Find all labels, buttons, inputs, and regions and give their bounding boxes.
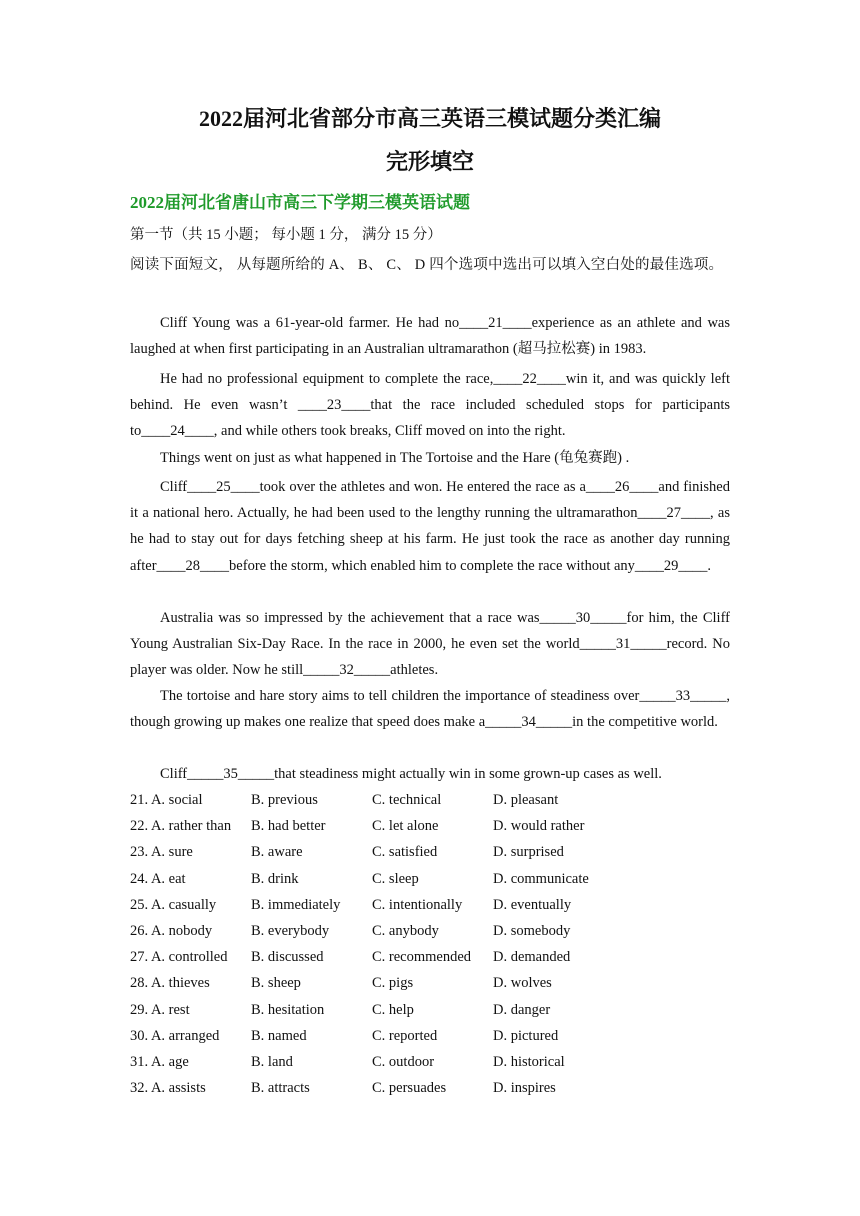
passage-paragraph-6: The tortoise and hare story aims to tell children the importance of steadiness over_____33_____, though growing up makes one realize that speed does make a_____34_____in the competitive world.: [130, 688, 730, 731]
option-row-23: [130, 839, 730, 865]
option-c: C. reported: [372, 1027, 438, 1044]
option-c: C. help: [372, 1001, 414, 1018]
option-b: B. everybody: [251, 922, 330, 939]
option-d: D. somebody: [493, 922, 571, 939]
option-c: C. sleep: [372, 870, 419, 887]
option-a: 30. A. arranged: [130, 1027, 220, 1044]
option-b: B. hesitation: [251, 1001, 325, 1018]
option-d: D. demanded: [493, 949, 571, 966]
passage-paragraph-5: Australia was so impressed by the achievement that a race was_____30_____for him, the Cliff Young Australian Six-Day Race. In the race in 2000, he even set the world_____31_____record. No player was older. Now he still_____32_____athletes.: [130, 610, 730, 679]
option-b: B. discussed: [251, 949, 324, 966]
option-c: C. recommended: [372, 949, 472, 966]
option-a: 25. A. casually: [130, 896, 217, 913]
option-d: D. would rather: [493, 818, 585, 835]
option-d: D. historical: [493, 1053, 565, 1070]
option-b: B. named: [251, 1027, 307, 1044]
option-a: 28. A. thieves: [130, 975, 210, 992]
option-c: C. anybody: [372, 922, 439, 939]
option-a: 26. A. nobody: [130, 922, 213, 939]
option-b: B. drink: [251, 870, 299, 887]
option-b: B. aware: [251, 844, 303, 861]
option-row-26: [130, 918, 730, 944]
option-a: 31. A. age: [130, 1053, 189, 1070]
option-d: D. pleasant: [493, 792, 559, 808]
option-row-32: [130, 1075, 730, 1101]
instruction-score: 第一节（共 15 小题； 每小题 1 分， 满分 15 分）: [130, 227, 442, 243]
options-list: [130, 787, 730, 1101]
passage-paragraph-7: Cliff_____35_____that steadiness might actually win in some grown-up cases as well.: [160, 766, 662, 782]
option-row-22: [130, 813, 730, 839]
option-row-31: [130, 1049, 730, 1075]
option-d: D. communicate: [493, 870, 589, 887]
instruction-directions: 阅读下面短文， 从每题所给的 A、 B、 C、 D 四个选项中选出可以填入空白处的最佳选项。: [130, 257, 724, 273]
option-a: 29. A. rest: [130, 1001, 190, 1018]
option-row-28: [130, 970, 730, 996]
section-title: 2022届河北省唐山市高三下学期三模英语试题: [130, 193, 470, 212]
option-a: 22. A. rather than: [130, 818, 232, 835]
option-c: C. outdoor: [372, 1053, 435, 1070]
option-row-25: [130, 892, 730, 918]
option-c: C. pigs: [372, 975, 414, 992]
option-a: 21. A. social: [130, 792, 203, 808]
option-c: C. persuades: [372, 1080, 447, 1097]
passage-paragraph-4: Cliff____25____took over the athletes and won. He entered the race as a____26____and finished it a national hero. Actually, he had been used to the lengthy running the ultramarathon____27____, as he had to stay out for days fetching sheep at his farm. He just took the race as another day running after____28____before the storm, which enabled him to complete the race without any____29____.: [130, 479, 730, 574]
document-subtitle: 完形填空: [385, 149, 474, 174]
option-d: D. surprised: [493, 844, 564, 861]
option-c: C. let alone: [372, 818, 439, 835]
option-d: D. eventually: [493, 896, 572, 913]
passage-paragraph-1: Cliff Young was a 61-year-old farmer. He had no____21____experience as an athlete and was laughed at when first participating in an Australian ultramarathon (超马拉松赛) in 1983.: [130, 315, 730, 358]
option-c: C. intentionally: [372, 896, 463, 913]
option-row-27: [130, 944, 730, 970]
option-d: D. inspires: [493, 1080, 556, 1097]
option-b: B. previous: [251, 792, 318, 808]
option-c: C. satisfied: [372, 844, 438, 861]
option-a: 23. A. sure: [130, 844, 193, 861]
option-b: B. had better: [251, 818, 326, 835]
option-d: D. pictured: [493, 1027, 559, 1044]
option-b: B. attracts: [251, 1080, 310, 1097]
document-title: 2022届河北省部分市高三英语三模试题分类汇编: [198, 106, 661, 131]
option-row-24: [130, 866, 730, 892]
option-a: 32. A. assists: [130, 1080, 206, 1097]
option-a: 24. A. eat: [130, 870, 186, 887]
option-row-30: [130, 1023, 730, 1049]
option-row-21: [130, 787, 730, 813]
option-b: B. sheep: [251, 975, 301, 992]
option-c: C. technical: [372, 792, 442, 808]
passage-paragraph-2: He had no professional equipment to complete the race,____22____win it, and was quickly left behind. He even wasn’t ____23____that the race included scheduled stops for participants to____24____, and while others took breaks, Cliff moved on into the right.: [130, 371, 730, 440]
option-a: 27. A. controlled: [130, 949, 228, 966]
passage-paragraph-3: Things went on just as what happened in The Tortoise and the Hare (龟兔赛跑) .: [160, 450, 630, 466]
option-b: B. immediately: [251, 896, 341, 913]
option-d: D. danger: [493, 1001, 551, 1018]
option-d: D. wolves: [493, 975, 552, 992]
option-row-29: [130, 997, 730, 1023]
option-b: B. land: [251, 1053, 293, 1070]
